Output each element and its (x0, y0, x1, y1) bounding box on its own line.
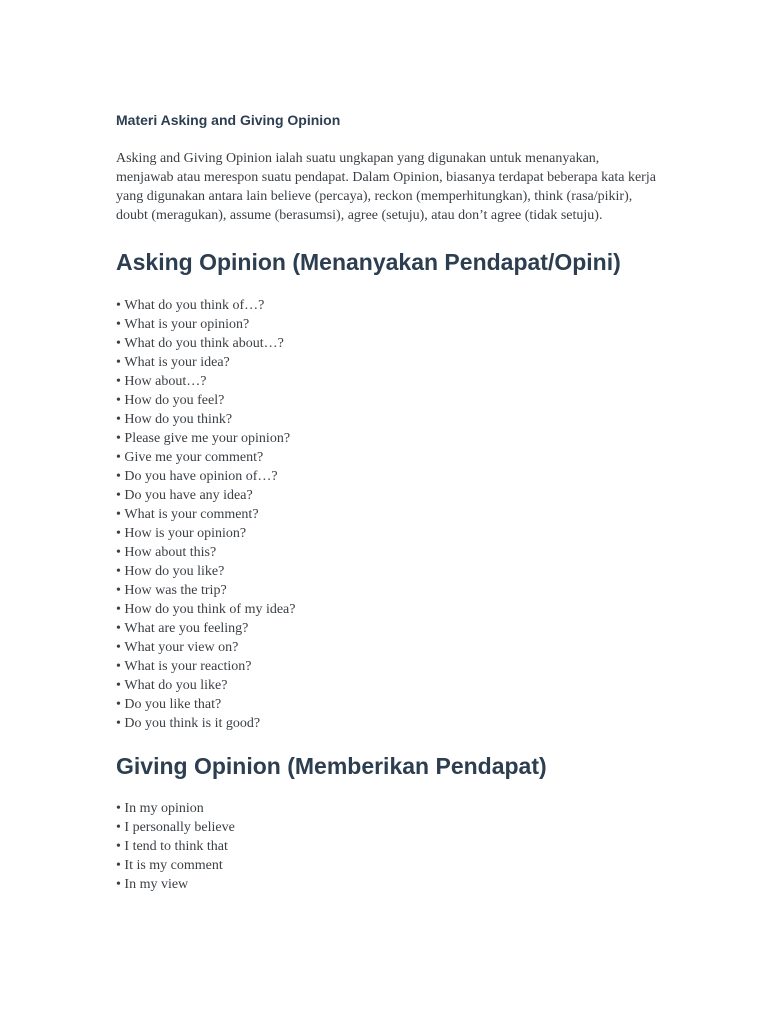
giving-opinion-item: • I personally believe (116, 818, 656, 837)
asking-opinion-item: • How is your opinion? (116, 524, 656, 543)
asking-opinion-item: • What do you think of…? (116, 296, 656, 315)
document-page (116, 110, 656, 894)
giving-opinion-item: • I tend to think that (116, 837, 656, 856)
intro-paragraph: Asking and Giving Opinion ialah suatu ungkapan yang digunakan untuk menanyakan, menjawab atau merespon suatu pendapat. Dalam Opinion, biasanya terdapat beberapa kata kerja yang digunakan antara lain believe (percaya), reckon (memperhitungkan), think (rasa/pikir), doubt (meragukan), assume (berasumsi), agree (setuju), atau don’t agree (tidak setuju). (116, 151, 656, 223)
asking-opinion-list (116, 296, 656, 733)
asking-opinion-item: • What do you like? (116, 676, 656, 695)
asking-opinion-item: • How about…? (116, 372, 656, 391)
asking-opinion-item: • What are you feeling? (116, 619, 656, 638)
asking-opinion-item: • What is your reaction? (116, 657, 656, 676)
asking-opinion-item: • What is your opinion? (116, 315, 656, 334)
asking-opinion-item: • Do you have opinion of…? (116, 467, 656, 486)
asking-opinion-item: • Give me your comment? (116, 448, 656, 467)
asking-opinion-item: • Please give me your opinion? (116, 429, 656, 448)
giving-opinion-item: • In my opinion (116, 799, 656, 818)
document-title: Materi Asking and Giving Opinion (116, 112, 341, 128)
asking-opinion-item: • How about this? (116, 543, 656, 562)
asking-opinion-item: • How do you like? (116, 562, 656, 581)
asking-opinion-heading: Asking Opinion (Menanyakan Pendapat/Opini) (116, 249, 621, 275)
asking-opinion-item: • Do you like that? (116, 695, 656, 714)
asking-opinion-item: • How do you feel? (116, 391, 656, 410)
asking-opinion-item: • Do you have any idea? (116, 486, 656, 505)
asking-opinion-item: • What do you think about…? (116, 334, 656, 353)
asking-opinion-item: • How do you think? (116, 410, 656, 429)
asking-opinion-item: • Do you think is it good? (116, 714, 656, 733)
asking-opinion-item: • How was the trip? (116, 581, 656, 600)
giving-opinion-heading: Giving Opinion (Memberikan Pendapat) (116, 753, 547, 779)
giving-opinion-item: • It is my comment (116, 856, 656, 875)
giving-opinion-list (116, 799, 656, 894)
asking-opinion-item: • What is your comment? (116, 505, 656, 524)
asking-opinion-item: • What your view on? (116, 638, 656, 657)
asking-opinion-item: • What is your idea? (116, 353, 656, 372)
giving-opinion-item: • In my view (116, 875, 656, 894)
asking-opinion-item: • How do you think of my idea? (116, 600, 656, 619)
